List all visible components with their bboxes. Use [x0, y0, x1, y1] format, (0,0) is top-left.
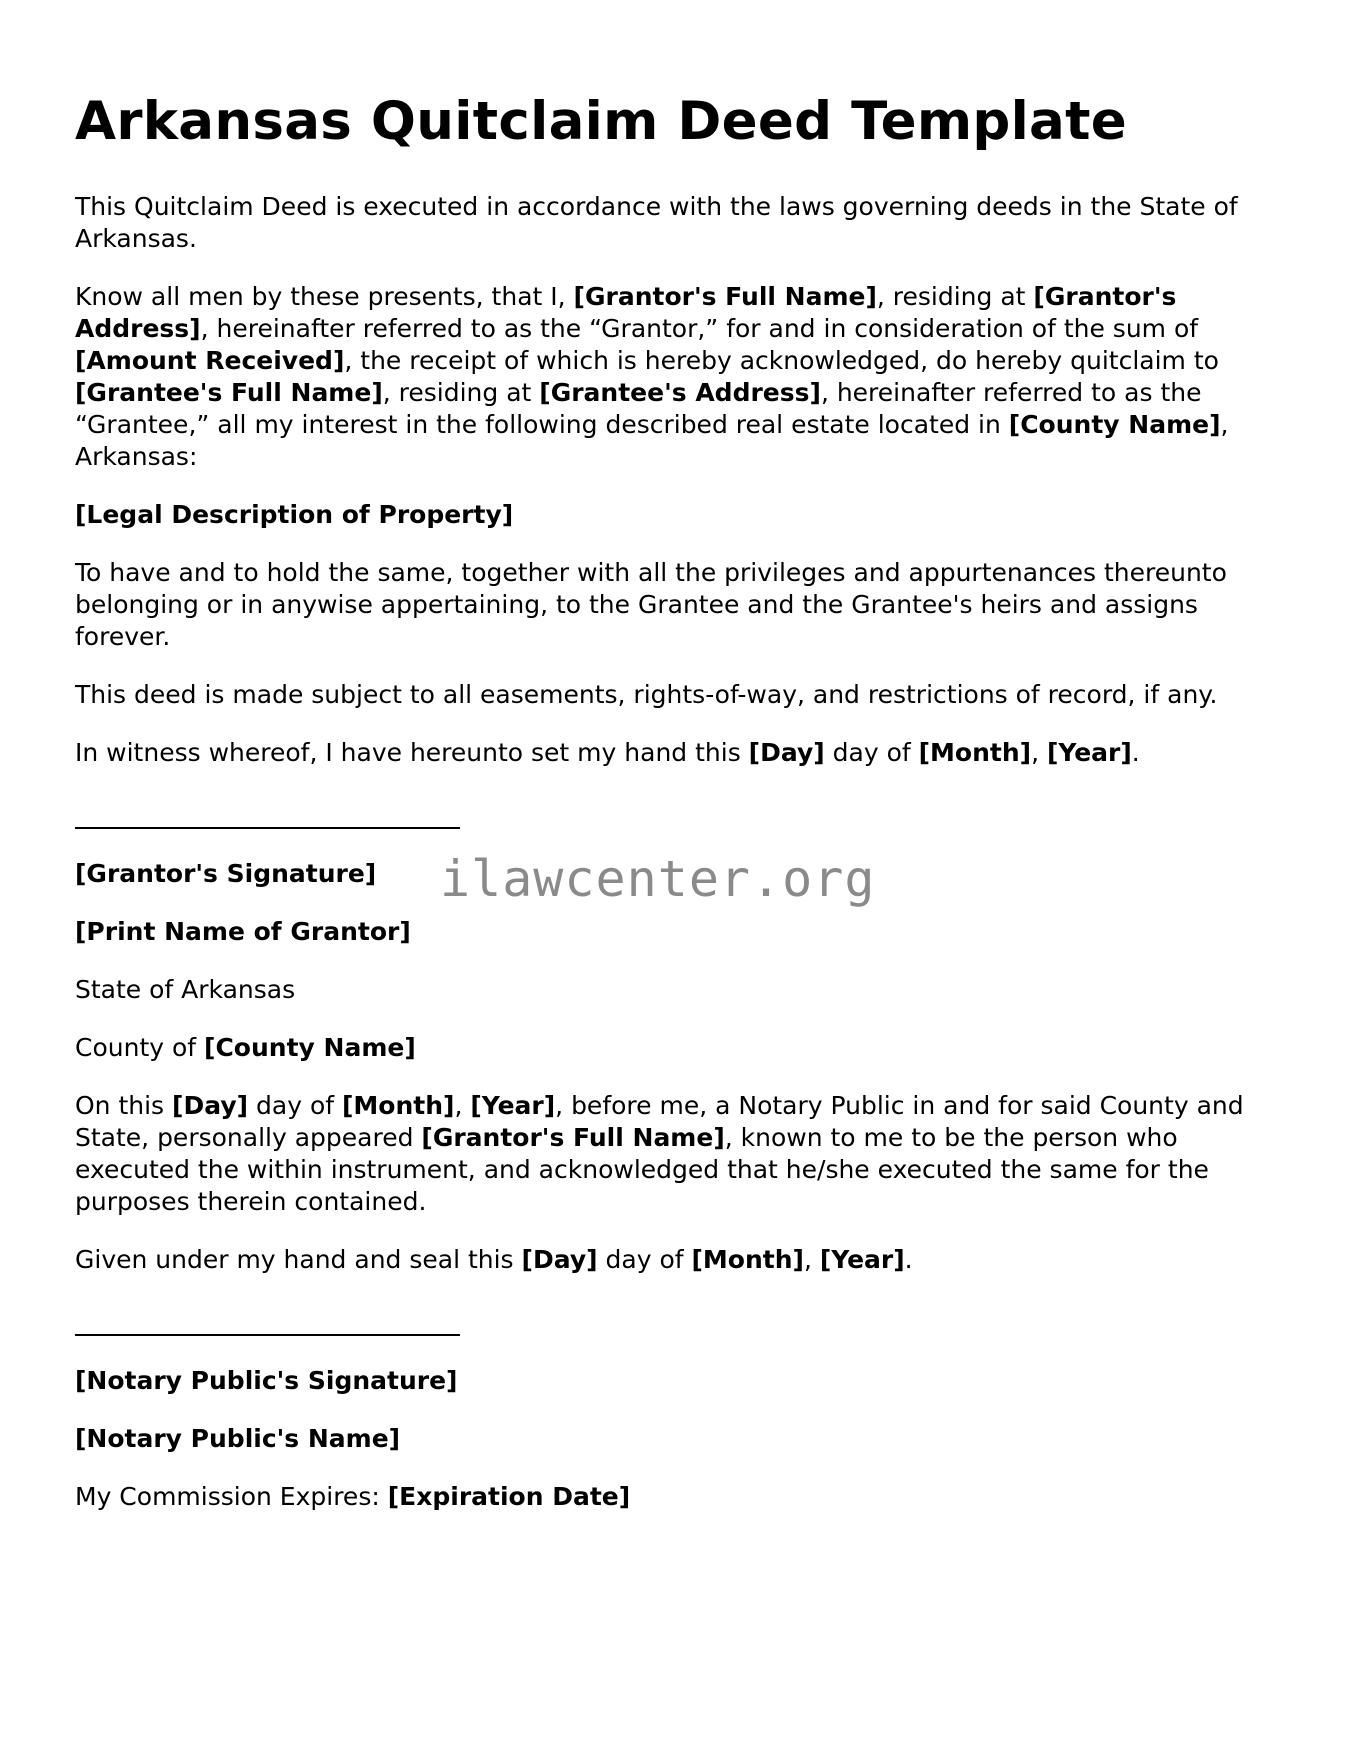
county-placeholder: [County Name] [204, 1032, 416, 1062]
month-placeholder: [Month] [918, 737, 1032, 767]
amount-placeholder: [Amount Received] [75, 345, 345, 375]
year-placeholder: [Year] [1046, 737, 1132, 767]
day-placeholder: [Day] [521, 1244, 598, 1274]
grantor-name-placeholder: [Grantor's Full Name] [573, 281, 877, 311]
witness-paragraph: In witness whereof, I have hereunto set my hand this [Day] day of [Month], [Year]. [75, 737, 1140, 767]
expiration-date-placeholder: [Expiration Date] [387, 1481, 631, 1511]
document-page [75, 92, 1290, 1539]
seal-paragraph: Given under my hand and seal this [Day] day of [Month], [Year]. [75, 1244, 913, 1274]
day-placeholder: [Day] [748, 737, 825, 767]
day-placeholder: [Day] [172, 1090, 249, 1120]
month-placeholder: [Month] [691, 1244, 804, 1274]
page-title: Arkansas Quitclaim Deed Template [75, 91, 1128, 152]
year-placeholder: [Year] [819, 1244, 905, 1274]
county-line: County of [County Name] [75, 1032, 416, 1062]
subject-to-paragraph: This deed is made subject to all easements, rights-of-way, and restrictions of record, if any. [75, 679, 1218, 709]
grantee-name-placeholder: [Grantee's Full Name] [75, 377, 383, 407]
grantee-address-placeholder: [Grantee's Address] [539, 377, 821, 407]
state-line: State of Arkansas [75, 974, 296, 1004]
notary-signature-line [75, 1334, 460, 1336]
grantor-name-placeholder: [Grantor's Full Name] [421, 1122, 725, 1152]
grantor-address-placeholder: [Grantor's Address] [75, 281, 1177, 343]
notary-signature-label: [Notary Public's Signature] [75, 1365, 458, 1395]
conveyance-paragraph: Know all men by these presents, that I, [Grantor's Full Name], residing at [Grantor's Address], hereinafter referred to as the “Grantor,” for and in consideration of the sum of [Amount Received], the receipt of which is hereby acknowledged, do hereby quitclaim to [Grantee's Full Name], residing at [Grantee's Address], hereinafter referred to as the “Grantee,” all my interest in the following described real estate located in [County Name], Arkansas: [75, 281, 1229, 471]
notary-acknowledgment-paragraph: On this [Day] day of [Month], [Year], before me, a Notary Public in and for said County and State, personally appeared [Grantor's Full Name], known to me to be the person who executed the within instrument, and acknowledged that he/she executed the same for the purposes therein contained. [75, 1090, 1244, 1216]
commission-expires-line: My Commission Expires: [Expiration Date] [75, 1481, 631, 1511]
habendum-paragraph: To have and to hold the same, together with all the privileges and appurtenances thereunto belonging or in anywise appertaining, to the Grantee and the Grantee's heirs and assigns forever. [75, 557, 1227, 651]
month-placeholder: [Month] [341, 1090, 455, 1120]
notary-name-label: [Notary Public's Name] [75, 1423, 401, 1453]
grantor-signature-line [75, 827, 460, 829]
legal-description-placeholder: [Legal Description of Property] [75, 499, 514, 529]
county-placeholder: [County Name] [1008, 409, 1221, 439]
watermark: ilawcenter.org [440, 850, 876, 908]
intro-paragraph: This Quitclaim Deed is executed in accordance with the laws governing deeds in the State of Arkansas. [75, 191, 1238, 253]
grantor-print-name-label: [Print Name of Grantor] [75, 916, 411, 946]
year-placeholder: [Year] [470, 1090, 556, 1120]
grantor-signature-label: [Grantor's Signature] [75, 858, 377, 888]
